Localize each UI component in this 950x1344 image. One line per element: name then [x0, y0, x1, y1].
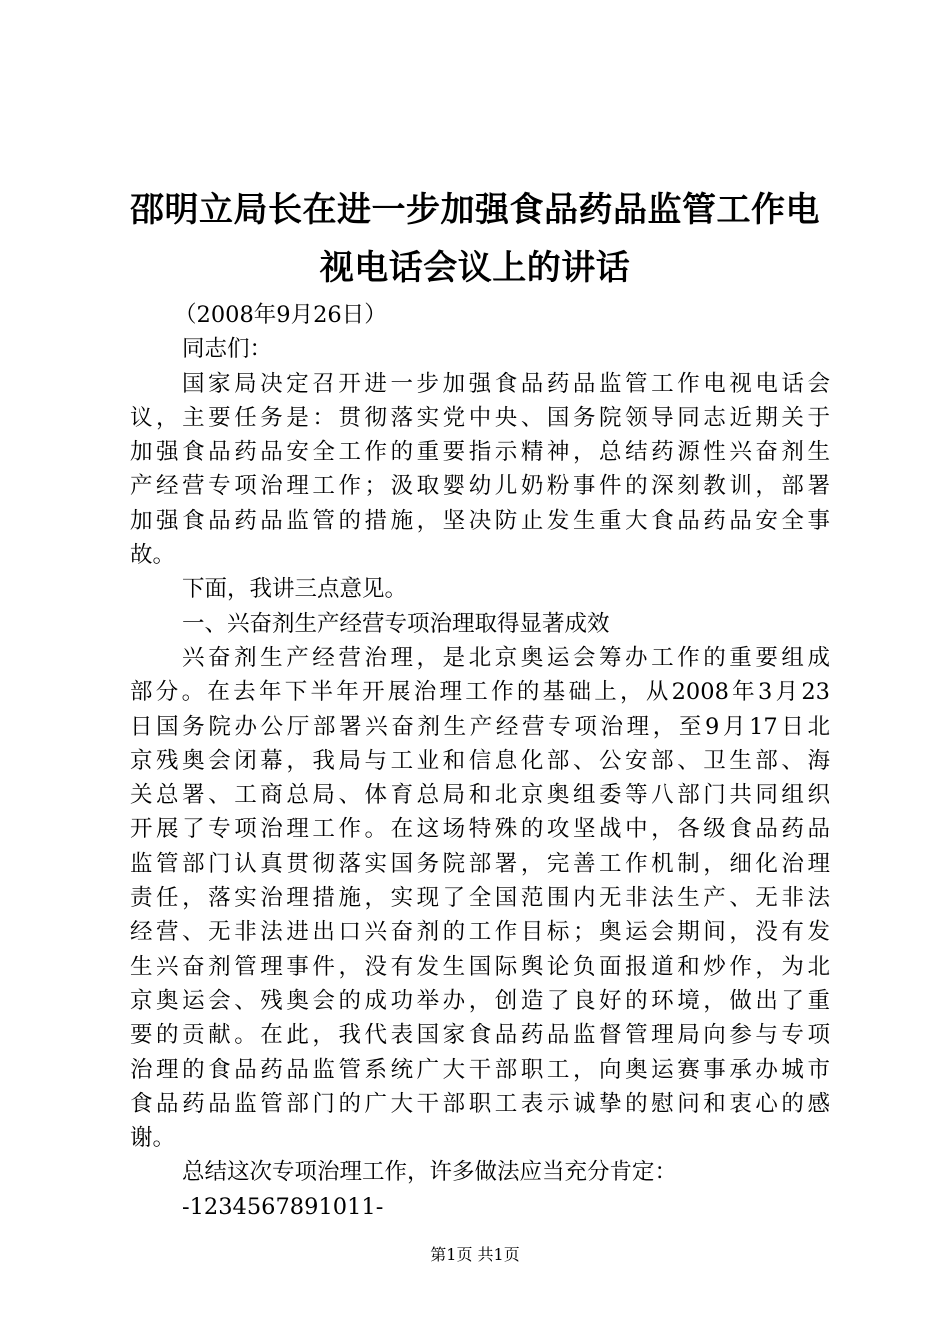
paragraph-intro — [130, 367, 830, 573]
paragraph-line: 责任，落实治理措施，实现了全国范围内无非法生产、无非法 — [130, 885, 830, 912]
paragraph-line: 开展了专项治理工作。在这场特殊的攻坚战中，各级食品药品 — [130, 816, 830, 843]
paragraph-line: 谢。 — [130, 1125, 176, 1152]
paragraph-line: 故。 — [130, 542, 176, 569]
section-heading: 一、兴奋剂生产经营专项治理取得显著成效 — [182, 610, 610, 637]
paragraph-doping-governance — [130, 641, 830, 1155]
document-body — [130, 298, 830, 1224]
paragraph-line: 议，主要任务是：贯彻落实党中央、国务院领导同志近期关于 — [130, 404, 830, 431]
paragraph-line: 生兴奋剂管理事件，没有发生国际舆论负面报道和炒作，为北 — [130, 953, 830, 980]
paragraph-line: 京奥运会、残奥会的成功举办，创造了良好的环境，做出了重 — [130, 987, 830, 1014]
paragraph-line: 关总署、工商总局、体育总局和北京奥组委等八部门共同组织 — [130, 782, 830, 809]
document-title-line-1: 邵明立局长在进一步加强食品药品监管工作电 — [130, 190, 820, 230]
paragraph-line: 要的贡献。在此，我代表国家食品药品监督管理局向参与专项 — [130, 1022, 830, 1049]
paragraph-summary: 总结这次专项治理工作，许多做法应当充分肯定： — [182, 1159, 678, 1186]
page-footer — [0, 1245, 950, 1265]
paragraph-line: 国家局决定召开进一步加强食品药品监管工作电视电话会 — [182, 370, 830, 397]
page-marker: -1234567891011- — [182, 1193, 384, 1220]
page-number: 第1页 共1页 — [430, 1245, 520, 1264]
speech-date: （2008年9月26日） — [174, 302, 387, 328]
paragraph-line: 食品药品监管部门的广大干部职工表示诚挚的慰问和衷心的感 — [130, 1090, 830, 1117]
paragraph-line: 兴奋剂生产经营治理，是北京奥运会筹办工作的重要组成 — [182, 644, 830, 671]
paragraph-line: 治理的食品药品监管系统广大干部职工，向奥运赛事承办城市 — [130, 1056, 830, 1083]
salutation: 同志们： — [182, 336, 273, 363]
paragraph-line: 加强食品药品监管的措施，坚决防止发生重大食品药品安全事 — [130, 507, 830, 534]
paragraph-line: 加强食品药品安全工作的重要指示精神，总结药源性兴奋剂生 — [130, 439, 830, 466]
paragraph-line: 日国务院办公厅部署兴奋剂生产经营专项治理，至9月17日北 — [130, 713, 830, 740]
paragraph-three-points: 下面，我讲三点意见。 — [182, 576, 408, 603]
paragraph-line: 监管部门认真贯彻落实国务院部署，完善工作机制，细化治理 — [130, 850, 830, 877]
paragraph-line: 产经营专项治理工作；汲取婴幼儿奶粉事件的深刻教训，部署 — [130, 473, 830, 500]
document-title-line-2: 视电话会议上的讲话 — [319, 248, 631, 288]
paragraph-line: 京残奥会闭幕，我局与工业和信息化部、公安部、卫生部、海 — [130, 747, 830, 774]
paragraph-line: 经营、无非法进出口兴奋剂的工作目标；奥运会期间，没有发 — [130, 919, 830, 946]
paragraph-line: 部分。在去年下半年开展治理工作的基础上，从2008年3月23 — [130, 679, 830, 706]
